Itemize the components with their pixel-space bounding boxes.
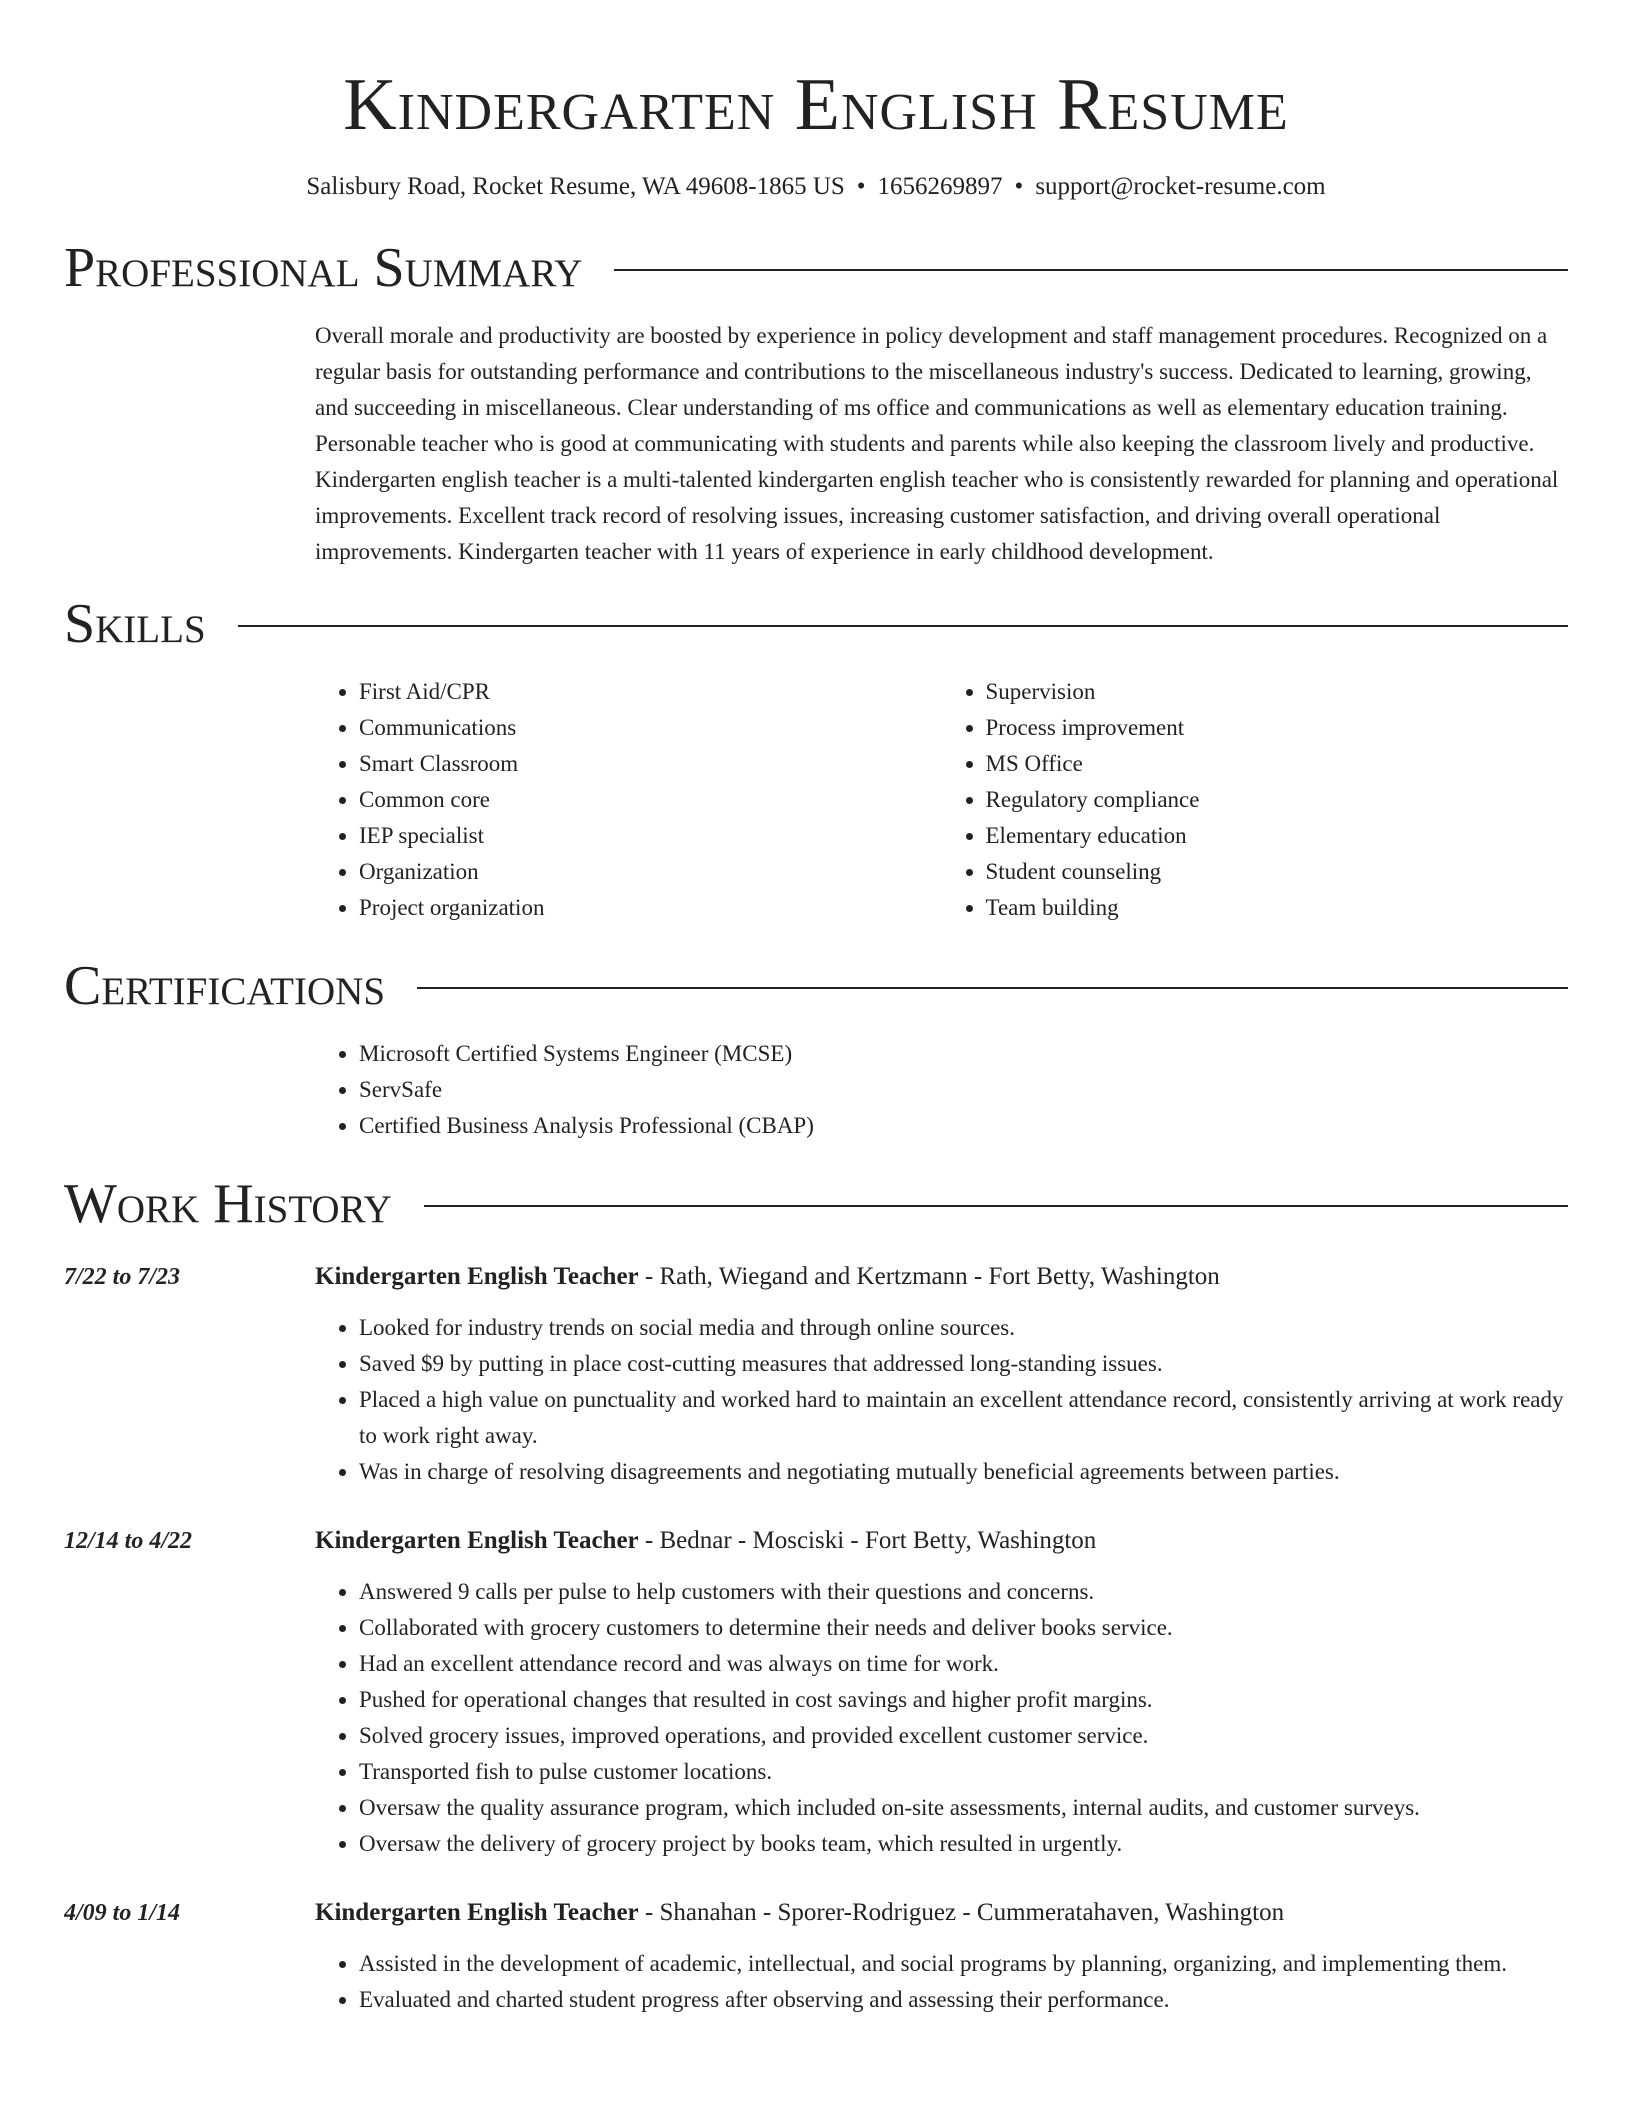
resume-page: [64, 0, 1568, 2112]
job-bullet: • Assisted in the development of academic, intellectual, and social programs by planning, organizing, and implementing them.: [359, 1946, 1568, 1982]
job-bullets: [315, 1574, 1568, 1862]
skill-item: • Communications: [359, 710, 942, 746]
certification-item: • Microsoft Certified Systems Engineer (MCSE): [359, 1036, 1568, 1072]
skill-item: • Process improvement: [986, 710, 1569, 746]
summary-heading: Professional Summary: [64, 237, 583, 299]
skills-list: [315, 674, 1568, 926]
contact-line: [64, 170, 1568, 204]
skill-item: • IEP specialist: [359, 818, 942, 854]
job-company: - Bednar - Mosciski - Fort Betty, Washington: [638, 1527, 1097, 1554]
job-role: Kindergarten English Teacher: [315, 1527, 639, 1554]
section-divider: [424, 1205, 1568, 1207]
contact-email[interactable]: support@rocket-resume.com: [1035, 173, 1326, 200]
job-company: - Rath, Wiegand and Kertzmann - Fort Betty, Washington: [638, 1263, 1220, 1290]
skill-item: • First Aid/CPR: [359, 674, 942, 710]
job-bullets: [315, 1310, 1568, 1490]
job-company: - Shanahan - Sporer-Rodriguez - Cummeratahaven, Washington: [638, 1899, 1285, 1926]
skills-column-right: [942, 674, 1569, 926]
job-dates: 12/14 to 4/22: [64, 1528, 193, 1554]
contact-address: Salisbury Road, Rocket Resume, WA 49608-1865 US: [306, 173, 845, 200]
skill-item: • Supervision: [986, 674, 1569, 710]
skill-item: • Organization: [359, 854, 942, 890]
job-bullet: • Placed a high value on punctuality and worked hard to maintain an excellent attendance record, consistently arriving at work ready to work right away.: [359, 1382, 1568, 1454]
job-bullet: • Oversaw the quality assurance program, which included on-site assessments, internal audits, and customer surveys.: [359, 1790, 1568, 1826]
section-divider: [614, 269, 1568, 271]
separator-dot: •: [1014, 173, 1024, 200]
contact-phone: 1656269897: [877, 173, 1003, 200]
job-entry: [64, 1522, 1568, 1862]
summary-text: Overall morale and productivity are boosted by experience in policy development and staff management procedures. Recognized on a regular basis for outstanding performance and contributions to the miscellaneous industry's success. Dedicated to learning, growing, and succeeding in miscellaneous. Clear understanding of ms office and communications as well as elementary education training. Personable teacher who is good at communicating with students and parents while also keeping the classroom lively and productive. Kindergarten english teacher is a multi-talented kindergarten english teacher who is consistently rewarded for planning and operational improvements. Excellent track record of resolving issues, increasing customer satisfaction, and driving overall operational improvements. Kindergarten teacher with 11 years of experience in early childhood development.: [315, 323, 1559, 564]
job-bullet: • Evaluated and charted student progress after observing and assessing their performance.: [359, 1982, 1568, 2018]
job-entry: [64, 1894, 1568, 2018]
skill-item: • Regulatory compliance: [986, 782, 1569, 818]
skill-item: • Smart Classroom: [359, 746, 942, 782]
job-bullets: [315, 1946, 1568, 2018]
section-divider: [238, 625, 1568, 627]
skill-item: • Student counseling: [986, 854, 1569, 890]
job-bullet: • Oversaw the delivery of grocery project by books team, which resulted in urgently.: [359, 1826, 1568, 1862]
job-dates: 7/22 to 7/23: [64, 1264, 181, 1290]
skill-item: • Team building: [986, 890, 1569, 926]
job-heading: [315, 1522, 1568, 1560]
job-bullet: • Had an excellent attendance record and was always on time for work.: [359, 1646, 1568, 1682]
certification-item: • ServSafe: [359, 1072, 1568, 1108]
skill-item: • MS Office: [986, 746, 1569, 782]
certifications-section-header: [64, 952, 1568, 1020]
certifications-list: [315, 1036, 1568, 1144]
separator-dot: •: [856, 173, 866, 200]
job-bullet: • Was in charge of resolving disagreements and negotiating mutually beneficial agreements between parties.: [359, 1454, 1568, 1490]
job-bullet: • Pushed for operational changes that resulted in cost savings and higher profit margins.: [359, 1682, 1568, 1718]
job-bullet: • Transported fish to pulse customer locations.: [359, 1754, 1568, 1790]
job-bullet: • Collaborated with grocery customers to determine their needs and deliver books service.: [359, 1610, 1568, 1646]
skills-section-header: [64, 590, 1568, 658]
certifications-heading: Certifications: [64, 955, 386, 1017]
summary-section-header: [64, 234, 1568, 302]
job-heading: [315, 1258, 1568, 1296]
job-bullet: • Solved grocery issues, improved operations, and provided excellent customer service.: [359, 1718, 1568, 1754]
skill-item: • Common core: [359, 782, 942, 818]
section-divider: [417, 987, 1568, 989]
skill-item: • Elementary education: [986, 818, 1569, 854]
job-dates: 4/09 to 1/14: [64, 1900, 181, 1926]
job-bullet: • Answered 9 calls per pulse to help customers with their questions and concerns.: [359, 1574, 1568, 1610]
job-role: Kindergarten English Teacher: [315, 1263, 639, 1290]
skills-heading: Skills: [64, 593, 206, 655]
certification-item: • Certified Business Analysis Professional (CBAP): [359, 1108, 1568, 1144]
skill-item: • Project organization: [359, 890, 942, 926]
job-bullet: • Saved $9 by putting in place cost-cutting measures that addressed long-standing issues.: [359, 1346, 1568, 1382]
work-history-heading: Work History: [64, 1173, 392, 1235]
job-entry: [64, 1258, 1568, 1490]
job-role: Kindergarten English Teacher: [315, 1899, 639, 1926]
skills-column-left: [315, 674, 942, 926]
resume-title: Kindergarten English Resume: [343, 64, 1289, 146]
job-heading: [315, 1894, 1568, 1932]
job-bullet: • Looked for industry trends on social media and through online sources.: [359, 1310, 1568, 1346]
work-history-section-header: [64, 1170, 1568, 1238]
